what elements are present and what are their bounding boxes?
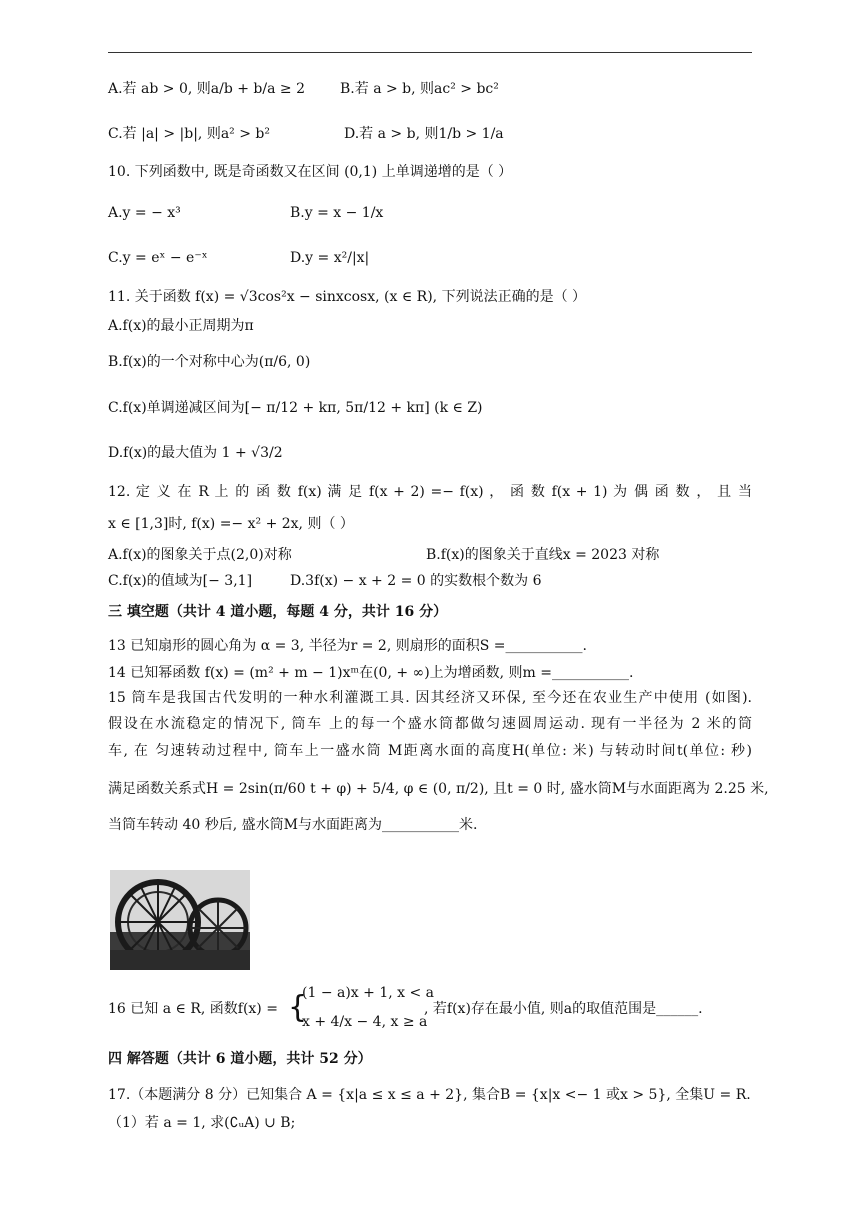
- q11-option-a: A.f(x)的最小正周期为π: [108, 318, 254, 334]
- q9-option-b: B.若 a > b, 则ac² > bc²: [340, 81, 499, 97]
- q9-option-a: A.若 ab > 0, 则a/b + b/a ≥ 2: [108, 81, 305, 97]
- q12-option-b: B.f(x)的图象关于直线x = 2023 对称: [426, 547, 660, 563]
- q10-option-b: B.y = x − 1/x: [290, 205, 384, 221]
- q16-case-2: x + 4/x − 4, x ≥ a: [302, 1014, 428, 1030]
- q10-option-a: A.y = − x³: [108, 205, 181, 221]
- q17-part-1: （1）若 a = 1, 求(∁ᵤA) ∪ B;: [108, 1115, 296, 1131]
- q15-line4: 满足函数关系式H = 2sin(π/60 t + φ) + 5/4, φ ∈ (0, π/2), 且t = 0 时, 盛水筒M与水面距离为 2.25 米,: [108, 781, 769, 797]
- q12-stem-line1: 12. 定 义 在 R 上 的 函 数 f(x) 满 足 f(x + 2) =− f(x) ， 函 数 f(x + 1) 为 偶 函 数 ， 且 当: [108, 484, 752, 500]
- q12-stem-line2: x ∈ [1,3]时, f(x) =− x² + 2x, 则（ ）: [108, 516, 354, 532]
- q15-line3: 车, 在 匀速转动过程中, 筒车上一盛水筒 M距离水面的高度H(单位: 米) 与转动时间t(单位: 秒): [108, 743, 752, 759]
- q10-stem: 10. 下列函数中, 既是奇函数又在区间 (0,1) 上单调递增的是（ ）: [108, 164, 513, 180]
- q16-prefix: 16 已知 a ∈ R, 函数f(x) =: [108, 1001, 278, 1017]
- q15-line1: 15 筒车是我国古代发明的一种水利灌溉工具. 因其经济又环保, 至今还在农业生产中使用 (如图).: [108, 690, 752, 706]
- q15-line5: 当筒车转动 40 秒后, 盛水筒M与水面距离为___________米.: [108, 817, 478, 833]
- header-rule: [108, 52, 752, 53]
- section-3-heading: 三 填空题（共计 4 道小题，每题 4 分，共计 16 分）: [108, 604, 448, 620]
- q16-suffix: , 若f(x)存在最小值, 则a的取值范围是______.: [424, 1001, 703, 1017]
- q15-line2: 假设在水流稳定的情况下, 筒车 上的每一个盛水筒都做匀速圆周运动. 现有一半径为 2 米的筒: [108, 716, 752, 732]
- q17-stem: 17.（本题满分 8 分）已知集合 A = {x|a ≤ x ≤ a + 2}, 集合B = {x|x <− 1 或x > 5}, 全集U = R.: [108, 1087, 751, 1103]
- water-wheel-photo: [110, 870, 250, 970]
- section-4-heading: 四 解答题（共计 6 道小题，共计 52 分）: [108, 1051, 372, 1067]
- q9-option-d: D.若 a > b, 则1/b > 1/a: [344, 126, 504, 142]
- q12-option-a: A.f(x)的图象关于点(2,0)对称: [108, 547, 292, 563]
- q11-option-c: C.f(x)单调递减区间为[− π/12 + kπ, 5π/12 + kπ] (k ∈ Z): [108, 400, 483, 416]
- q14-text: 14 已知幂函数 f(x) = (m² + m − 1)xᵐ在(0, + ∞)上为增函数, 则m =___________.: [108, 665, 634, 681]
- q16-case-1: (1 − a)x + 1, x < a: [302, 985, 435, 1001]
- q12-option-d: D.3f(x) − x + 2 = 0 的实数根个数为 6: [290, 573, 542, 589]
- q13-text: 13 已知扇形的圆心角为 α = 3, 半径为r = 2, 则扇形的面积S =___________.: [108, 638, 587, 654]
- q11-option-b: B.f(x)的一个对称中心为(π/6, 0): [108, 354, 311, 370]
- q10-option-d: D.y = x²/|x|: [290, 250, 370, 266]
- q16-brace: {: [288, 990, 308, 1025]
- q12-option-c: C.f(x)的值域为[− 3,1]: [108, 573, 253, 589]
- q11-stem: 11. 关于函数 f(x) = √3cos²x − sinxcosx, (x ∈ R), 下列说法正确的是（ ）: [108, 289, 587, 305]
- q11-option-d: D.f(x)的最大值为 1 + √3/2: [108, 445, 283, 461]
- q9-option-c: C.若 |a| > |b|, 则a² > b²: [108, 126, 270, 142]
- q10-option-c: C.y = eˣ − e⁻ˣ: [108, 250, 208, 266]
